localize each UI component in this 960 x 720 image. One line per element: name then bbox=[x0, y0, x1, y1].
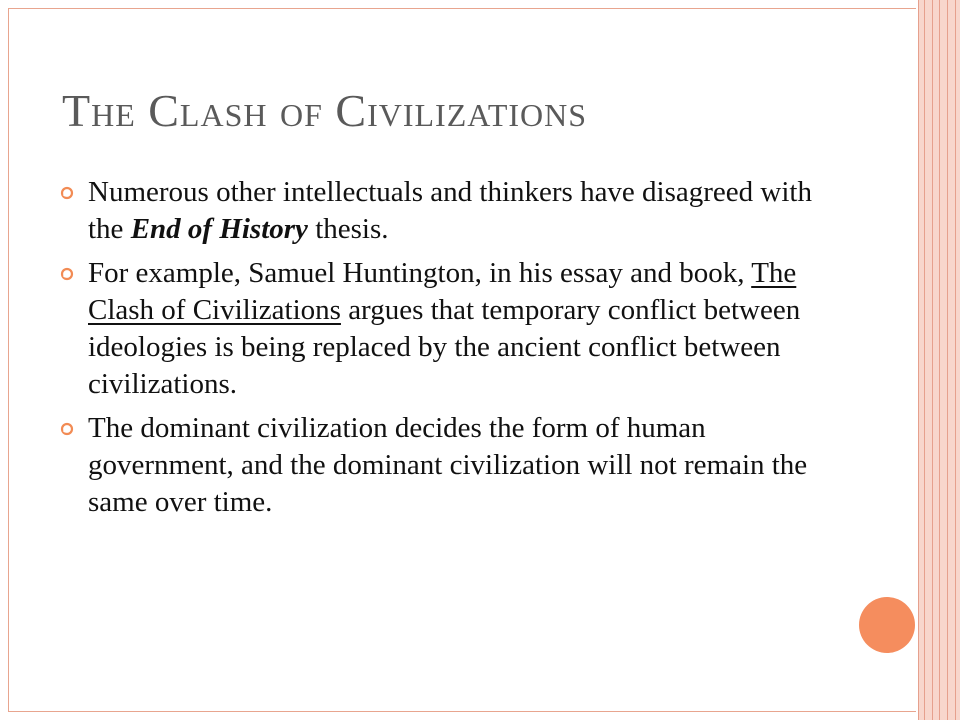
bullet-icon bbox=[60, 422, 74, 436]
bullet-text: For example, Samuel Huntington, in his essay and book, bbox=[88, 257, 752, 289]
bullet-icon bbox=[60, 186, 74, 200]
stripe-line bbox=[947, 0, 948, 720]
bullet-list bbox=[58, 174, 848, 528]
slide-title: The Clash of Civilizations bbox=[62, 85, 588, 136]
bullet-icon bbox=[60, 267, 74, 281]
bullet-text: Numerous other intellectuals and thinkers have disagreed with the bbox=[88, 176, 812, 245]
stripe-line bbox=[918, 0, 919, 720]
bullet-item bbox=[58, 410, 848, 521]
stripe-line bbox=[932, 0, 933, 720]
bullet-item bbox=[58, 174, 848, 248]
decorative-stripes bbox=[918, 0, 960, 720]
stripe-line bbox=[924, 0, 925, 720]
bullet-text: The dominant civilization decides the form of human government, and the dominant civilization will not remain the same over time. bbox=[88, 412, 808, 518]
bullet-text: argues that temporary conflict between ideologies is being replaced by the ancient conflict between civilizations. bbox=[88, 294, 801, 400]
bullet-text: thesis. bbox=[307, 213, 389, 245]
bullet-emphasis: End of History bbox=[130, 213, 308, 245]
book-title: The Clash of Civilizations bbox=[88, 257, 797, 326]
stripe-line bbox=[939, 0, 940, 720]
orange-circle bbox=[859, 597, 915, 653]
stripe-line bbox=[955, 0, 956, 720]
bullet-item bbox=[58, 255, 848, 403]
